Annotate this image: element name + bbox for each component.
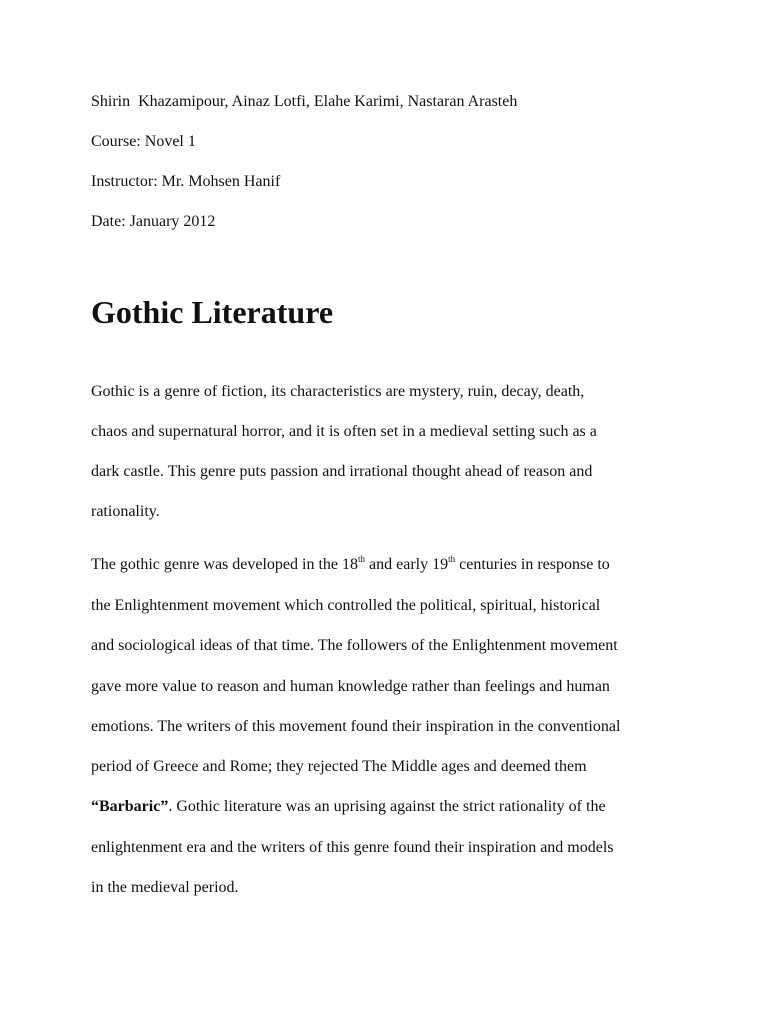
paragraph-line [91,555,610,575]
paragraph-line: gave more value to reason and human knowledge rather than feelings and human [91,678,610,695]
authors-line: Shirin Khazamipour, Ainaz Lotfi, Elahe Karimi, Nastaran Arasteh [91,93,518,110]
paragraph-line: enlightenment era and the writers of this genre found their inspiration and models [91,839,614,856]
ordinal-suffix: th [448,554,456,564]
ordinal-suffix: th [358,554,366,564]
paragraph-line: rationality. [91,503,160,520]
course-line: Course: Novel 1 [91,133,196,150]
paragraph-line: the Enlightenment movement which controlled the political, spiritual, historical [91,597,601,614]
paragraph-line: dark castle. This genre puts passion and irrational thought ahead of reason and [91,463,593,480]
text-segment: The gothic genre was developed in the 18 [91,556,359,573]
paragraph-line: Gothic is a genre of fiction, its characteristics are mystery, ruin, decay, death, [91,383,585,400]
text-segment: . Gothic literature was an uprising against the strict rationality of the [168,798,606,815]
instructor-line: Instructor: Mr. Mohsen Hanif [91,173,281,190]
text-segment: centuries in response to [455,556,610,573]
date-line: Date: January 2012 [91,213,216,230]
emphasized-word: “Barbaric” [91,798,169,815]
paragraph-line [91,797,606,817]
paragraph-line: period of Greece and Rome; they rejected The Middle ages and deemed them [91,758,587,775]
paragraph-line: emotions. The writers of this movement found their inspiration in the conventional [91,718,621,735]
paragraph-line: and sociological ideas of that time. The followers of the Enlightenment movement [91,637,618,654]
paragraph-line: chaos and supernatural horror, and it is often set in a medieval setting such as a [91,423,597,440]
document-title: Gothic Literature [91,294,334,330]
paragraph-line: in the medieval period. [91,879,239,896]
text-segment: and early 19 [365,556,449,573]
